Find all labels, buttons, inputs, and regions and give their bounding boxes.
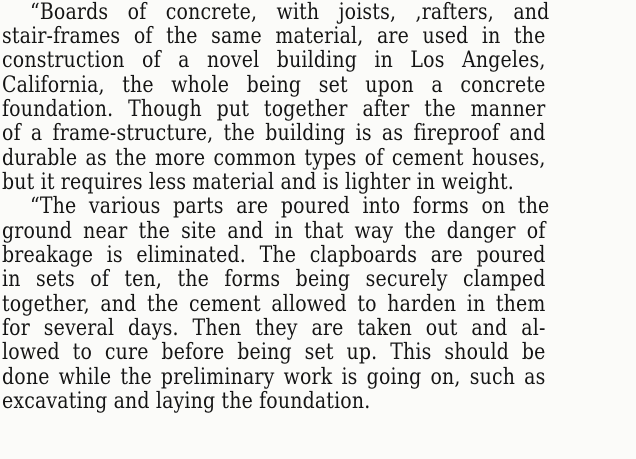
paragraph-2-line-2: ground near the site and in that way the danger of xyxy=(2,219,546,244)
paragraph-1-line-6: of a frame-structure, the building is as fireproof and xyxy=(2,121,546,146)
paragraph-1-line-1: “Boards of concrete, with joists, ,rafters, and xyxy=(30,0,550,25)
paragraph-1-line-5: foundation. Though put together after the manner xyxy=(2,97,546,122)
paragraph-2-line-7: lowed to cure before being set up. This should be xyxy=(2,340,546,365)
paragraph-1-line-8: but it requires less material and is lighter in weight. xyxy=(2,170,514,195)
paragraph-2-line-4: in sets of ten, the forms being securely clamped xyxy=(2,267,546,292)
paragraph-2-line-1: “The various parts are poured into forms on the xyxy=(30,194,550,219)
paragraph-1-line-3: construction of a novel building in Los Angeles, xyxy=(2,48,546,73)
paragraph-1-line-4: California, the whole being set upon a concrete xyxy=(2,73,546,98)
paragraph-2-line-6: for several days. Then they are taken out and al- xyxy=(2,316,546,341)
paragraph-1-line-7: durable as the more common types of cement houses, xyxy=(2,146,546,171)
paragraph-1-line-2: stair-frames of the same material, are used in the xyxy=(2,24,546,49)
paragraph-2-line-5: together, and the cement allowed to harden in them xyxy=(2,292,546,317)
paragraph-2-line-9: excavating and laying the foundation. xyxy=(2,389,371,414)
paragraph-2-line-3: breakage is eliminated. The clapboards are poured xyxy=(2,243,546,268)
paragraph-2-line-8: done while the preliminary work is going on, such as xyxy=(2,365,546,390)
